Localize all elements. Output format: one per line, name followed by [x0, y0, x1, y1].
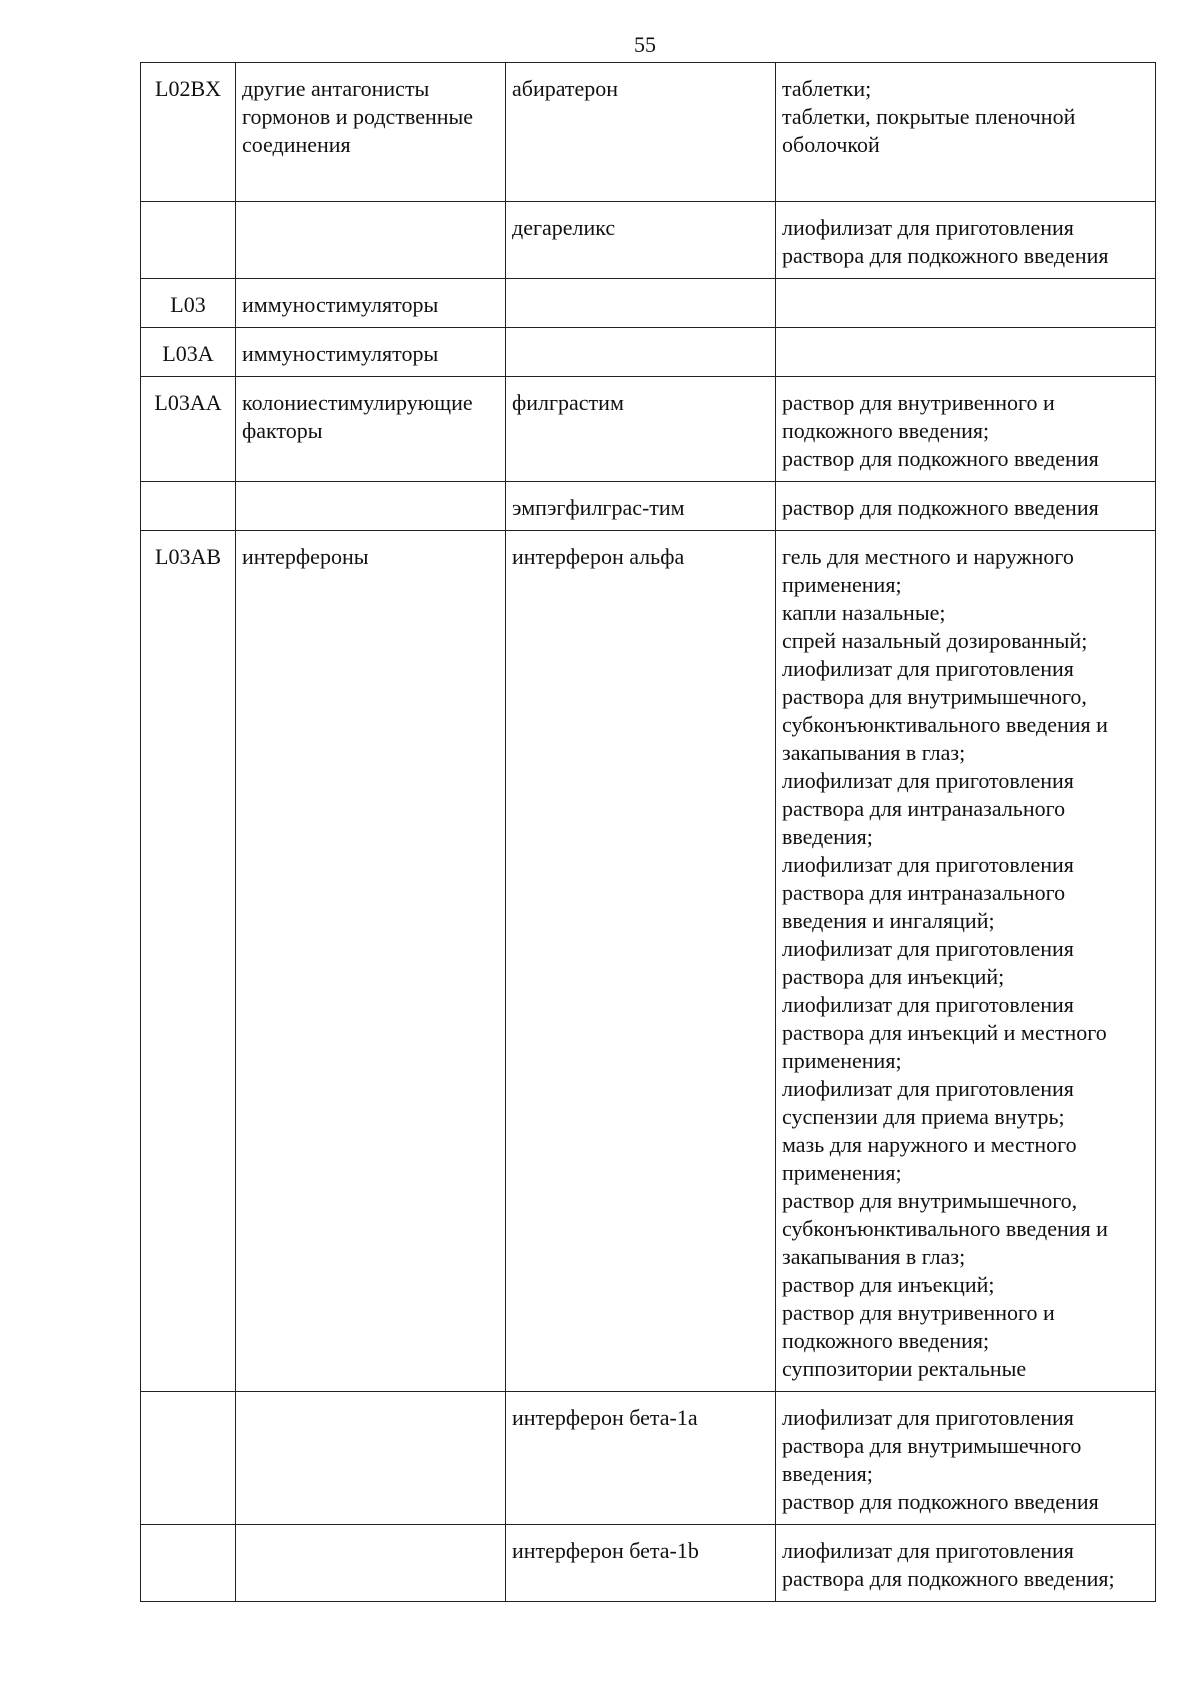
dosage-forms: лиофилизат для приготовления раствора для подкожного введения; — [776, 1525, 1156, 1602]
dosage-forms — [776, 279, 1156, 328]
table-row — [141, 531, 1156, 1392]
table-row — [141, 328, 1156, 377]
table-row — [141, 1525, 1156, 1602]
atc-code — [141, 482, 236, 531]
drug-name: филграстим — [506, 377, 776, 482]
dosage-forms: раствор для подкожного введения — [776, 482, 1156, 531]
atc-code — [141, 1525, 236, 1602]
page-number: 55 — [634, 32, 656, 57]
group-name — [236, 1525, 506, 1602]
atc-code: L02BX — [141, 63, 236, 202]
table-row — [141, 1392, 1156, 1525]
drug-name: интерферон альфа — [506, 531, 776, 1392]
atc-code — [141, 1392, 236, 1525]
dosage-forms — [776, 328, 1156, 377]
dosage-forms: таблетки; таблетки, покрытые пленочной оболочкой — [776, 63, 1156, 202]
atc-code: L03 — [141, 279, 236, 328]
dosage-forms: раствор для внутривенного и подкожного введения; раствор для подкожного введения — [776, 377, 1156, 482]
table-row — [141, 279, 1156, 328]
drug-name: интерферон бета-1a — [506, 1392, 776, 1525]
table-row — [141, 377, 1156, 482]
drug-name — [506, 279, 776, 328]
atc-code — [141, 202, 236, 279]
group-name: иммуностимуляторы — [236, 279, 506, 328]
group-name — [236, 1392, 506, 1525]
drug-name: эмпэгфилграс-тим — [506, 482, 776, 531]
table-row — [141, 202, 1156, 279]
drug-name: дегареликс — [506, 202, 776, 279]
drug-name: интерферон бета-1b — [506, 1525, 776, 1602]
drug-name — [506, 328, 776, 377]
dosage-forms: лиофилизат для приготовления раствора для подкожного введения — [776, 202, 1156, 279]
atc-code: L03AB — [141, 531, 236, 1392]
group-name — [236, 482, 506, 531]
table-row — [141, 482, 1156, 531]
group-name: колониестимулирующие факторы — [236, 377, 506, 482]
group-name: другие антагонисты гормонов и родственные соединения — [236, 63, 506, 202]
atc-code: L03AA — [141, 377, 236, 482]
table-row — [141, 63, 1156, 202]
group-name: интерфероны — [236, 531, 506, 1392]
drug-table — [140, 62, 1156, 1602]
atc-code: L03A — [141, 328, 236, 377]
dosage-forms: гель для местного и наружного применения; капли назальные; спрей назальный дозированный; лиофилизат для приготовления раствора для внутримышечного, субконъюнктивального введения и закапывания в глаз; лиофилизат для приготовления раствора для интраназального введения; лиофилизат для приготовления раствора для интраназального введения и ингаляций; лиофилизат для приготовления раствора для инъекций; лиофилизат для приготовления раствора для инъекций и местного применения; лиофилизат для приготовления суспензии для приема внутрь; мазь для наружного и местного применения; раствор для внутримышечного, субконъюнктивального введения и закапывания в глаз; раствор для инъекций; раствор для внутривенного и подкожного введения; суппозитории ректальные — [776, 531, 1156, 1392]
drug-name: абиратерон — [506, 63, 776, 202]
group-name — [236, 202, 506, 279]
dosage-forms: лиофилизат для приготовления раствора для внутримышечного введения; раствор для подкожного введения — [776, 1392, 1156, 1525]
group-name: иммуностимуляторы — [236, 328, 506, 377]
